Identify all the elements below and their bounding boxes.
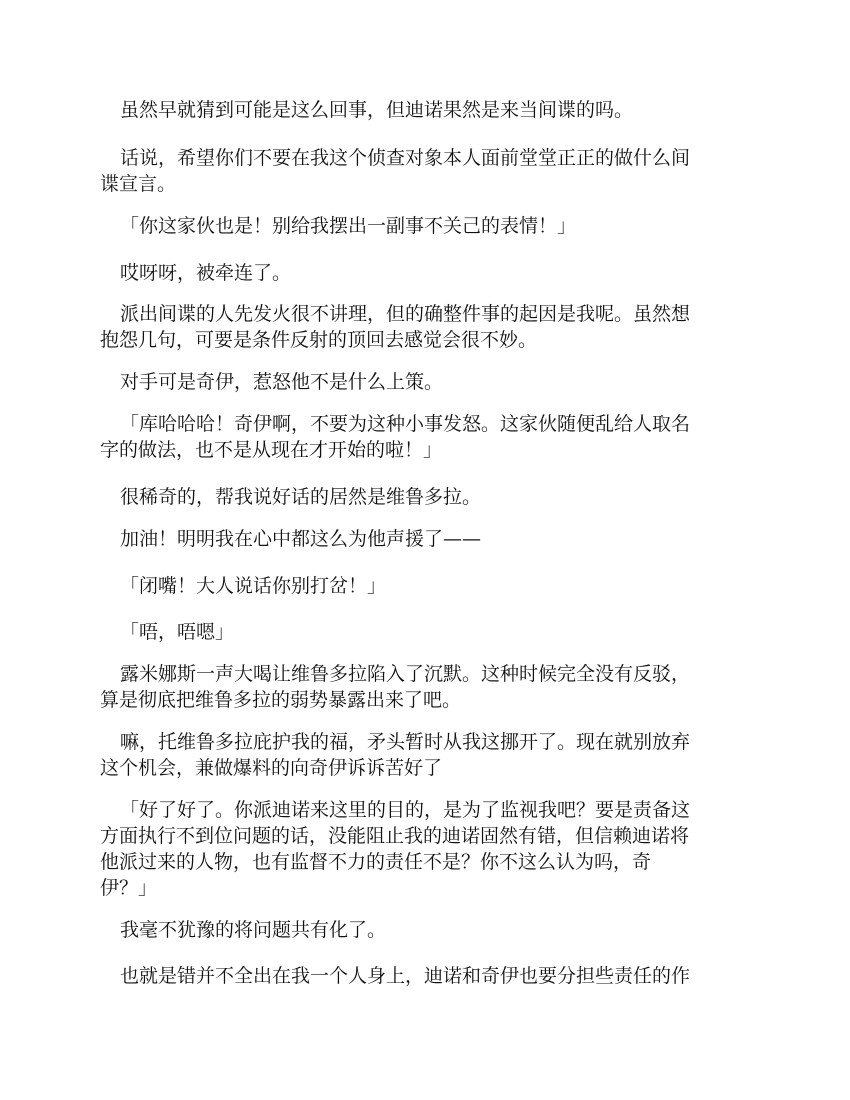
paragraph-line: 派出间谍的人先发火很不讲理，但的确整件事的起因是我呢。虽然想	[120, 303, 691, 325]
paragraph-4	[120, 260, 745, 286]
paragraph-line: 也就是错并不全出在我一个人身上，迪诺和奇伊也要分担些责任的作	[120, 965, 691, 987]
paragraph-line: 「唔，唔嗯」	[120, 621, 235, 643]
paragraph-line: 「你这家伙也是！别给我摆出一副事不关己的表情！」	[120, 215, 577, 237]
paragraph-11	[120, 619, 745, 645]
paragraph-line: 他派过来的人物，也有监督不力的责任不是？你不这么认为吗，奇	[100, 851, 652, 873]
paragraph-6	[120, 369, 745, 395]
paragraph-15	[120, 917, 745, 943]
paragraph-line: 算是彻底把维鲁多拉的弱势暴露出来了吧。	[100, 689, 462, 711]
paragraph-line: 加油！明明我在心中都这么为他声援了——	[120, 528, 482, 550]
paragraph-13	[100, 729, 745, 781]
paragraph-3	[120, 213, 745, 239]
paragraph-line: 谍宣言。	[100, 173, 177, 195]
paragraph-8	[120, 484, 745, 510]
paragraph-10	[120, 573, 745, 599]
paragraph-9	[120, 526, 745, 552]
paragraph-line: 「好了好了。你派迪诺来这里的目的，是为了监视我吧？要是责备这	[120, 799, 691, 821]
paragraph-line: 「库哈哈哈！奇伊啊，不要为这种小事发怒。这家伙随便乱给人取名	[120, 413, 691, 435]
paragraph-12	[100, 661, 745, 713]
paragraph-line: 话说，希望你们不要在我这个侦查对象本人面前堂堂正正的做什么间	[120, 147, 691, 169]
paragraph-line: 「闭嘴！大人说话你别打岔！」	[120, 575, 387, 597]
paragraph-1	[120, 97, 745, 123]
paragraph-line: 嘛，托维鲁多拉庇护我的福，矛头暂时从我这挪开了。现在就别放弃	[120, 731, 691, 753]
paragraph-line: 我毫不犹豫的将问题共有化了。	[120, 919, 387, 941]
paragraph-7	[100, 411, 745, 463]
paragraph-line: 对手可是奇伊，惹怒他不是什么上策。	[120, 371, 444, 393]
paragraph-line: 伊？」	[100, 877, 158, 899]
paragraph-16	[120, 963, 745, 989]
paragraph-line: 露米娜斯一声大喝让维鲁多拉陷入了沉默。这种时候完全没有反驳，	[120, 663, 691, 685]
paragraph-line: 方面执行不到位问题的话，没能阻止我的迪诺固然有错，但信赖迪诺将	[100, 825, 690, 847]
paragraph-line: 字的做法，也不是从现在才开始的啦！」	[100, 439, 443, 461]
paragraph-line: 很稀奇的，帮我说好话的居然是维鲁多拉。	[120, 486, 482, 508]
paragraph-2	[100, 145, 745, 197]
paragraph-5	[100, 301, 745, 353]
paragraph-14	[100, 797, 745, 901]
paragraph-line: 哎呀呀，被牵连了。	[120, 262, 292, 284]
paragraph-line: 这个机会，兼做爆料的向奇伊诉诉苦好了	[100, 757, 443, 779]
paragraph-line: 抱怨几句，可要是条件反射的顶回去感觉会很不妙。	[100, 329, 538, 351]
paragraph-line: 虽然早就猜到可能是这么回事，但迪诺果然是来当间谍的吗。	[120, 99, 634, 121]
